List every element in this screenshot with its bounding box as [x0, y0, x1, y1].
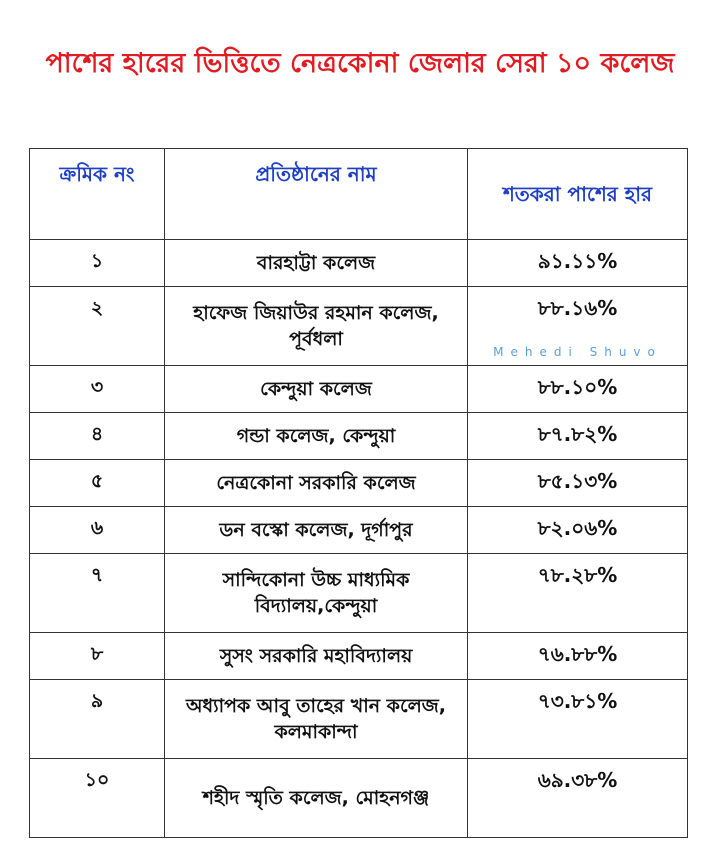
table-row	[30, 507, 688, 554]
table-row	[30, 633, 688, 680]
header-serial: ক্রমিক নং	[30, 149, 165, 240]
institution-name-cell: বারহাট্টা কলেজ	[165, 240, 468, 287]
institution-name-cell: হাফেজ জিয়াউর রহমান কলেজ, পূর্বধলা	[165, 287, 468, 366]
table-row	[30, 240, 688, 287]
serial-cell: ৪	[30, 413, 165, 460]
pass-rate-cell: ৭৮.২৮%	[468, 554, 688, 633]
institution-name-cell: শহীদ স্মৃতি কলেজ, মোহনগঞ্জ	[165, 759, 468, 838]
serial-cell: ১০	[30, 759, 165, 838]
header-institution-name: প্রতিষ্ঠানের নাম	[165, 149, 468, 240]
serial-cell: ৬	[30, 507, 165, 554]
serial-cell: ২	[30, 287, 165, 366]
pass-rate-cell: ৭৩.৮১%	[468, 680, 688, 759]
pass-rate-cell: ৯১.১১%	[468, 240, 688, 287]
serial-cell: ৫	[30, 460, 165, 507]
table-row	[30, 759, 688, 838]
serial-cell: ৭	[30, 554, 165, 633]
pass-rate-cell: ৮২.০৬%	[468, 507, 688, 554]
institution-name-cell: ডন বস্কো কলেজ, দূর্গাপুর	[165, 507, 468, 554]
table-row	[30, 287, 688, 366]
serial-cell: ৮	[30, 633, 165, 680]
pass-rate-cell: ৮৫.১৩%	[468, 460, 688, 507]
institution-name-cell: সুসং সরকারি মহাবিদ্যালয়	[165, 633, 468, 680]
pass-rate-value: ৮৮.১৬%	[537, 296, 618, 320]
institution-name-cell: অধ্যাপক আবু তাহের খান কলেজ, কলমাকান্দা	[165, 680, 468, 759]
watermark-text: Mehedi Shuvo	[493, 345, 662, 359]
table-row	[30, 366, 688, 413]
serial-cell: ৯	[30, 680, 165, 759]
pass-rate-cell: ৮৮.১০%	[468, 366, 688, 413]
serial-cell: ৩	[30, 366, 165, 413]
table-row	[30, 554, 688, 633]
institution-name-cell: সান্দিকোনা উচ্চ মাধ্যমিক বিদ্যালয়,কেন্দুয়া	[165, 554, 468, 633]
table-row	[30, 460, 688, 507]
serial-cell: ১	[30, 240, 165, 287]
pass-rate-cell: ৬৯.৩৮%	[468, 759, 688, 838]
pass-rate-cell	[468, 287, 688, 366]
table-header-row	[30, 149, 688, 240]
pass-rate-cell: ৮৭.৮২%	[468, 413, 688, 460]
pass-rate-cell: ৭৬.৮৮%	[468, 633, 688, 680]
table-row	[30, 680, 688, 759]
table-row	[30, 413, 688, 460]
page-title: পাশের হারের ভিত্তিতে নেত্রকোনা জেলার সেরা ১০ কলেজ	[45, 48, 675, 79]
results-table	[29, 148, 688, 838]
institution-name-cell: গন্ডা কলেজ, কেন্দুয়া	[165, 413, 468, 460]
institution-name-cell: কেন্দুয়া কলেজ	[165, 366, 468, 413]
header-pass-rate: শতকরা পাশের হার	[468, 149, 688, 240]
institution-name-cell: নেত্রকোনা সরকারি কলেজ	[165, 460, 468, 507]
